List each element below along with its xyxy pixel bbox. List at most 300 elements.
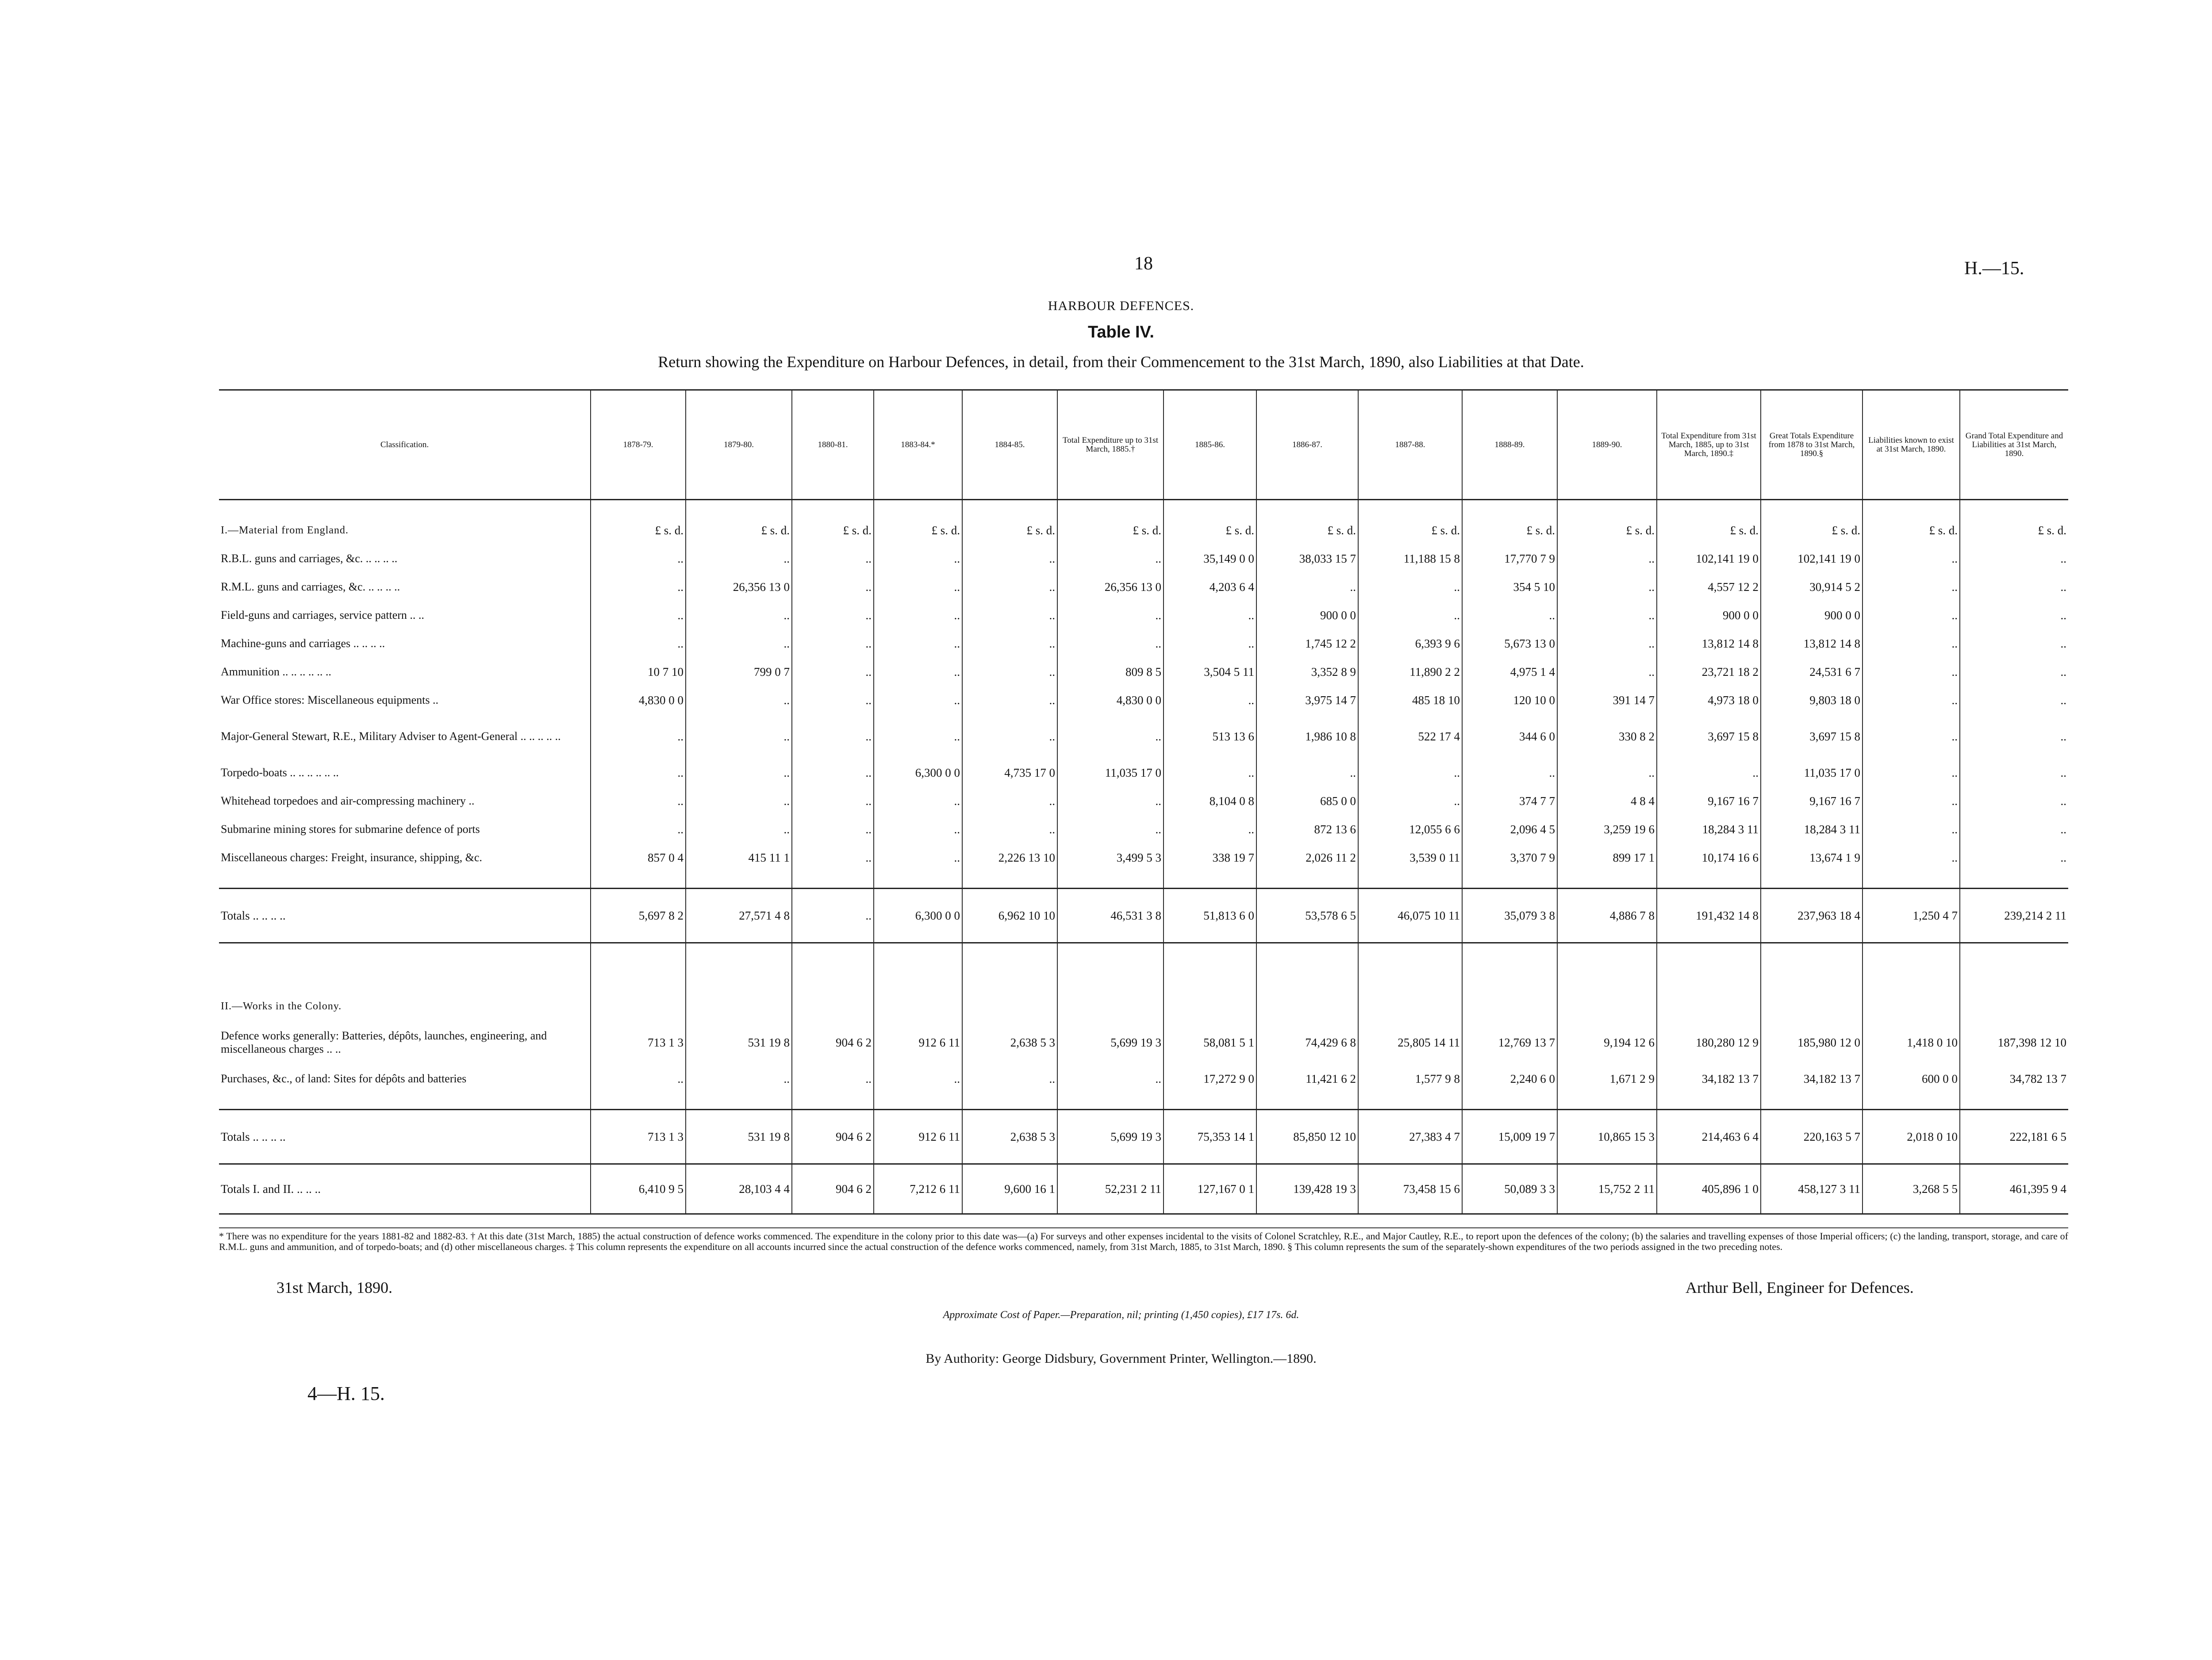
amount-cell: 24,531 6 7 — [1761, 658, 1863, 686]
table-row — [219, 759, 2068, 787]
spacer-cell — [1863, 943, 1960, 993]
table-row — [219, 714, 2068, 759]
amount-cell: 9,167 16 7 — [1657, 787, 1761, 815]
amount-cell: 239,214 2 11 — [1960, 889, 2068, 943]
amount-cell: 35,079 3 8 — [1462, 889, 1557, 943]
amount-cell: 8,104 0 8 — [1164, 787, 1256, 815]
amount-cell: 6,393 9 6 — [1358, 629, 1462, 658]
table-row — [219, 1020, 2068, 1065]
amount-cell: .. — [962, 787, 1057, 815]
spacer-cell — [874, 500, 962, 517]
table-row — [219, 843, 2068, 872]
column-header: 1878-79. — [591, 390, 686, 500]
spacer-cell — [1057, 943, 1164, 993]
table-row — [219, 573, 2068, 601]
amount-cell: .. — [792, 787, 874, 815]
amount-cell: 18,284 3 11 — [1761, 815, 1863, 843]
amount-cell: 10,174 16 6 — [1657, 843, 1761, 872]
document-code: H.—15. — [1964, 258, 2024, 279]
totals-row — [219, 889, 2068, 943]
amount-cell: .. — [1960, 573, 2068, 601]
column-header: 1886-87. — [1256, 390, 1358, 500]
amount-cell: 3,268 5 5 — [1863, 1164, 1960, 1214]
amount-cell: 5,699 19 3 — [1057, 1110, 1164, 1164]
amount-cell: 713 1 3 — [591, 1110, 686, 1164]
amount-cell: 13,812 14 8 — [1657, 629, 1761, 658]
amount-cell: .. — [1863, 787, 1960, 815]
amount-cell: 415 11 1 — [686, 843, 792, 872]
amount-cell: 6,300 0 0 — [874, 889, 962, 943]
amount-cell: 185,980 12 0 — [1761, 1020, 1863, 1065]
amount-cell: .. — [962, 544, 1057, 573]
unit-label: £ s. d. — [591, 516, 686, 544]
amount-cell: 1,986 10 8 — [1256, 714, 1358, 759]
amount-cell: .. — [1557, 601, 1657, 629]
amount-cell: 513 13 6 — [1164, 714, 1256, 759]
amount-cell: 9,194 12 6 — [1557, 1020, 1657, 1065]
table-row — [219, 544, 2068, 573]
amount-cell: 46,531 3 8 — [1057, 889, 1164, 943]
amount-cell: 10,865 15 3 — [1557, 1110, 1657, 1164]
amount-cell: 120 10 0 — [1462, 686, 1557, 714]
spacer-cell — [591, 872, 686, 889]
amount-cell: .. — [874, 658, 962, 686]
amount-cell: .. — [1057, 544, 1164, 573]
spacer-cell — [1960, 1093, 2068, 1110]
amount-cell: 53,578 6 5 — [1256, 889, 1358, 943]
amount-cell: .. — [874, 843, 962, 872]
amount-cell: 912 6 11 — [874, 1020, 962, 1065]
spacer-cell — [962, 872, 1057, 889]
spacer-cell — [874, 1093, 962, 1110]
spacer-cell — [1657, 992, 1761, 1020]
spacer-cell — [1164, 500, 1256, 517]
amount-cell: .. — [792, 573, 874, 601]
table-title: Table IV. — [1088, 323, 1154, 341]
spacer-cell — [792, 500, 874, 517]
spacer-cell — [1557, 943, 1657, 993]
spacer-cell — [591, 943, 686, 993]
amount-cell: .. — [686, 686, 792, 714]
grand-totals-row — [219, 1164, 2068, 1214]
spacer-cell — [219, 872, 591, 889]
amount-cell: 34,782 13 7 — [1960, 1065, 2068, 1093]
amount-cell: .. — [1358, 759, 1462, 787]
amount-cell: .. — [591, 629, 686, 658]
spacer-row — [219, 1093, 2068, 1110]
amount-cell: 900 0 0 — [1761, 601, 1863, 629]
amount-cell: 34,182 13 7 — [1657, 1065, 1761, 1093]
amount-cell: 809 8 5 — [1057, 658, 1164, 686]
spacer-cell — [1358, 1093, 1462, 1110]
spacer-cell — [1256, 992, 1358, 1020]
amount-cell: .. — [1557, 573, 1657, 601]
printer-authority: By Authority: George Didsbury, Government Printer, Wellington.—1890. — [926, 1351, 1317, 1366]
amount-cell: .. — [1863, 843, 1960, 872]
amount-cell: 899 17 1 — [1557, 843, 1657, 872]
amount-cell: .. — [792, 759, 874, 787]
report-date: 31st March, 1890. — [276, 1279, 392, 1296]
amount-cell: 3,539 0 11 — [1358, 843, 1462, 872]
spacer-cell — [686, 943, 792, 993]
unit-label: £ s. d. — [1761, 516, 1863, 544]
amount-cell: .. — [1164, 759, 1256, 787]
column-header: 1887-88. — [1358, 390, 1462, 500]
spacer-cell — [1462, 872, 1557, 889]
spacer-row — [219, 872, 2068, 889]
spacer-cell — [591, 500, 686, 517]
row-label: Submarine mining stores for submarine defence of ports — [221, 823, 480, 836]
spacer-cell — [219, 500, 591, 517]
amount-cell: 11,890 2 2 — [1358, 658, 1462, 686]
amount-cell: .. — [792, 889, 874, 943]
column-header: Liabilities known to exist at 31st March, 1890. — [1863, 390, 1960, 500]
spacer-cell — [1960, 500, 2068, 517]
spacer-row — [219, 500, 2068, 517]
unit-label: £ s. d. — [792, 516, 874, 544]
amount-cell: .. — [686, 544, 792, 573]
amount-cell: .. — [1557, 629, 1657, 658]
amount-cell: 3,697 15 8 — [1761, 714, 1863, 759]
amount-cell: 1,671 2 9 — [1557, 1065, 1657, 1093]
amount-cell: 5,699 19 3 — [1057, 1020, 1164, 1065]
spacer-cell — [1358, 500, 1462, 517]
amount-cell: .. — [962, 1065, 1057, 1093]
amount-cell: 685 0 0 — [1256, 787, 1358, 815]
amount-cell: 26,356 13 0 — [686, 573, 792, 601]
amount-cell: .. — [874, 815, 962, 843]
amount-cell: 522 17 4 — [1358, 714, 1462, 759]
amount-cell: 1,418 0 10 — [1863, 1020, 1960, 1065]
section-heading-row — [219, 516, 2068, 544]
amount-cell: .. — [792, 1065, 874, 1093]
amount-cell: .. — [962, 686, 1057, 714]
amount-cell: 187,398 12 10 — [1960, 1020, 2068, 1065]
amount-cell: 9,600 16 1 — [962, 1164, 1057, 1214]
amount-cell: 34,182 13 7 — [1761, 1065, 1863, 1093]
amount-cell: .. — [1863, 815, 1960, 843]
spacer-cell — [874, 943, 962, 993]
amount-cell: .. — [686, 1065, 792, 1093]
amount-cell: 904 6 2 — [792, 1110, 874, 1164]
column-header: Grand Total Expenditure and Liabilities at 31st March, 1890. — [1960, 390, 2068, 500]
amount-cell: 4,886 7 8 — [1557, 889, 1657, 943]
amount-cell: 2,026 11 2 — [1256, 843, 1358, 872]
amount-cell: .. — [1164, 601, 1256, 629]
amount-cell: 13,812 14 8 — [1761, 629, 1863, 658]
amount-cell: .. — [1863, 573, 1960, 601]
spacer-cell — [1761, 1093, 1863, 1110]
amount-cell: .. — [1358, 601, 1462, 629]
amount-cell: 458,127 3 11 — [1761, 1164, 1863, 1214]
amount-cell: 872 13 6 — [1256, 815, 1358, 843]
amount-cell: .. — [1057, 629, 1164, 658]
spacer-cell — [874, 992, 962, 1020]
amount-cell: .. — [874, 714, 962, 759]
unit-label: £ s. d. — [1557, 516, 1657, 544]
amount-cell: 2,240 6 0 — [1462, 1065, 1557, 1093]
amount-cell: 1,577 9 8 — [1358, 1065, 1462, 1093]
amount-cell: 139,428 19 3 — [1256, 1164, 1358, 1214]
amount-cell: .. — [792, 544, 874, 573]
amount-cell: 9,803 18 0 — [1761, 686, 1863, 714]
unit-label: £ s. d. — [1164, 516, 1256, 544]
amount-cell: .. — [1557, 544, 1657, 573]
unit-label: £ s. d. — [1960, 516, 2068, 544]
unit-label: £ s. d. — [686, 516, 792, 544]
amount-cell: .. — [1057, 601, 1164, 629]
row-label: War Office stores: Miscellaneous equipments .. — [221, 694, 439, 706]
amount-cell: .. — [591, 815, 686, 843]
cost-of-paper: Approximate Cost of Paper.—Preparation, nil; printing (1,450 copies), £17 17s. 6d. — [943, 1309, 1299, 1321]
amount-cell: 73,458 15 6 — [1358, 1164, 1462, 1214]
amount-cell: 713 1 3 — [591, 1020, 686, 1065]
amount-cell: .. — [962, 629, 1057, 658]
amount-cell: .. — [874, 629, 962, 658]
amount-cell: .. — [792, 629, 874, 658]
amount-cell: .. — [962, 601, 1057, 629]
amount-cell: .. — [792, 658, 874, 686]
amount-cell: .. — [792, 601, 874, 629]
amount-cell: 4,830 0 0 — [1057, 686, 1164, 714]
spacer-cell — [1164, 1093, 1256, 1110]
amount-cell: 4,735 17 0 — [962, 759, 1057, 787]
spacer-cell — [591, 992, 686, 1020]
amount-cell: 354 5 10 — [1462, 573, 1557, 601]
amount-cell: .. — [686, 759, 792, 787]
amount-cell: 3,499 5 3 — [1057, 843, 1164, 872]
amount-cell: 904 6 2 — [792, 1164, 874, 1214]
spacer-cell — [1057, 500, 1164, 517]
spacer-cell — [1256, 1093, 1358, 1110]
amount-cell: .. — [1960, 787, 2068, 815]
classification-header: Classification. — [219, 390, 591, 500]
amount-cell: 2,096 4 5 — [1462, 815, 1557, 843]
amount-cell: .. — [1863, 544, 1960, 573]
amount-cell: 127,167 0 1 — [1164, 1164, 1256, 1214]
spacer-cell — [1657, 872, 1761, 889]
spacer-cell — [1057, 872, 1164, 889]
amount-cell: 6,300 0 0 — [874, 759, 962, 787]
amount-cell: 6,410 9 5 — [591, 1164, 686, 1214]
amount-cell: 102,141 19 0 — [1761, 544, 1863, 573]
amount-cell: 5,673 13 0 — [1462, 629, 1557, 658]
amount-cell: .. — [1164, 629, 1256, 658]
spacer-cell — [1863, 500, 1960, 517]
amount-cell: 531 19 8 — [686, 1110, 792, 1164]
amount-cell: 799 0 7 — [686, 658, 792, 686]
amount-cell: .. — [874, 787, 962, 815]
amount-cell: .. — [591, 573, 686, 601]
amount-cell: 900 0 0 — [1657, 601, 1761, 629]
amount-cell: 531 19 8 — [686, 1020, 792, 1065]
spacer-cell — [1557, 1093, 1657, 1110]
amount-cell: .. — [1462, 759, 1557, 787]
amount-cell: 3,697 15 8 — [1657, 714, 1761, 759]
spacer-cell — [1761, 992, 1863, 1020]
amount-cell: 3,352 8 9 — [1256, 658, 1358, 686]
amount-cell: .. — [1657, 759, 1761, 787]
amount-cell: 338 19 7 — [1164, 843, 1256, 872]
amount-cell: 4 8 4 — [1557, 787, 1657, 815]
spacer-cell — [1164, 943, 1256, 993]
spacer-cell — [1960, 872, 2068, 889]
amount-cell: 23,721 18 2 — [1657, 658, 1761, 686]
amount-cell: 912 6 11 — [874, 1110, 962, 1164]
amount-cell: 3,504 5 11 — [1164, 658, 1256, 686]
amount-cell: .. — [792, 843, 874, 872]
column-header-row — [219, 390, 2068, 500]
row-label: Purchases, &c., of land: Sites for dépôts and batteries — [221, 1072, 467, 1085]
spacer-cell — [686, 992, 792, 1020]
amount-cell: .. — [874, 1065, 962, 1093]
amount-cell: .. — [1256, 759, 1358, 787]
amount-cell: 4,557 12 2 — [1657, 573, 1761, 601]
amount-cell: .. — [686, 714, 792, 759]
amount-cell: 600 0 0 — [1863, 1065, 1960, 1093]
column-header: 1884-85. — [962, 390, 1057, 500]
unit-label: £ s. d. — [1462, 516, 1557, 544]
amount-cell: .. — [686, 601, 792, 629]
amount-cell: .. — [874, 573, 962, 601]
amount-cell: 374 7 7 — [1462, 787, 1557, 815]
totals-row — [219, 1110, 2068, 1164]
amount-cell: 1,745 12 2 — [1256, 629, 1358, 658]
spacer-cell — [962, 943, 1057, 993]
spacer-cell — [1657, 500, 1761, 517]
amount-cell: .. — [1960, 714, 2068, 759]
spacer-cell — [1557, 872, 1657, 889]
amount-cell: 191,432 14 8 — [1657, 889, 1761, 943]
sheet-reference: 4—H. 15. — [307, 1383, 385, 1404]
amount-cell: .. — [874, 544, 962, 573]
row-label: Totals .. .. .. .. — [219, 1110, 591, 1164]
spacer-cell — [591, 1093, 686, 1110]
unit-label: £ s. d. — [962, 516, 1057, 544]
unit-label: £ s. d. — [1256, 516, 1358, 544]
spacer-cell — [1761, 943, 1863, 993]
row-label: R.M.L. guns and carriages, &c. .. .. .. .. — [221, 580, 400, 593]
amount-cell: 2,638 5 3 — [962, 1110, 1057, 1164]
spacer-cell — [1462, 1093, 1557, 1110]
amount-cell: .. — [1164, 815, 1256, 843]
spacer-cell — [1462, 943, 1557, 993]
page-number: 18 — [1134, 253, 1153, 274]
amount-cell: 27,383 4 7 — [1358, 1110, 1462, 1164]
column-header: 1880-81. — [792, 390, 874, 500]
table-row — [219, 686, 2068, 714]
amount-cell: .. — [1960, 544, 2068, 573]
amount-cell: 30,914 5 2 — [1761, 573, 1863, 601]
unit-label: £ s. d. — [1863, 516, 1960, 544]
amount-cell: 3,259 19 6 — [1557, 815, 1657, 843]
section-title: HARBOUR DEFENCES. — [1048, 299, 1194, 313]
amount-cell: .. — [1557, 759, 1657, 787]
amount-cell: 2,226 13 10 — [962, 843, 1057, 872]
section-heading: I.—Material from England. — [221, 524, 349, 536]
unit-label: £ s. d. — [1358, 516, 1462, 544]
amount-cell: 1,250 4 7 — [1863, 889, 1960, 943]
spacer-cell — [1863, 1093, 1960, 1110]
spacer-cell — [1164, 872, 1256, 889]
amount-cell: 180,280 12 9 — [1657, 1020, 1761, 1065]
amount-cell: 344 6 0 — [1462, 714, 1557, 759]
amount-cell: 222,181 6 5 — [1960, 1110, 2068, 1164]
spacer-row — [219, 943, 2068, 993]
spacer-cell — [874, 872, 962, 889]
row-label: Miscellaneous charges: Freight, insurance, shipping, &c. — [221, 851, 482, 864]
spacer-cell — [1057, 1093, 1164, 1110]
spacer-cell — [1960, 992, 2068, 1020]
amount-cell: 3,975 14 7 — [1256, 686, 1358, 714]
spacer-cell — [219, 943, 591, 993]
amount-cell: .. — [1164, 686, 1256, 714]
amount-cell: .. — [962, 573, 1057, 601]
spacer-cell — [1256, 500, 1358, 517]
amount-cell: .. — [591, 787, 686, 815]
amount-cell: .. — [1057, 815, 1164, 843]
spacer-cell — [962, 992, 1057, 1020]
amount-cell: .. — [686, 815, 792, 843]
amount-cell: 7,212 6 11 — [874, 1164, 962, 1214]
amount-cell: .. — [792, 714, 874, 759]
column-header: Total Expenditure from 31st March, 1885, up to 31st March, 1890.‡ — [1657, 390, 1761, 500]
amount-cell: 4,830 0 0 — [591, 686, 686, 714]
amount-cell: .. — [1462, 601, 1557, 629]
amount-cell: .. — [1863, 686, 1960, 714]
amount-cell: 26,356 13 0 — [1057, 573, 1164, 601]
column-header: 1883-84.* — [874, 390, 962, 500]
row-label: Totals .. .. .. .. — [219, 889, 591, 943]
amount-cell: .. — [962, 658, 1057, 686]
amount-cell: .. — [1863, 714, 1960, 759]
row-label: Whitehead torpedoes and air-compressing machinery .. — [221, 794, 475, 807]
amount-cell: .. — [1863, 601, 1960, 629]
amount-cell: 11,421 6 2 — [1256, 1065, 1358, 1093]
amount-cell: 75,353 14 1 — [1164, 1110, 1256, 1164]
spacer-cell — [962, 1093, 1057, 1110]
column-header: 1889-90. — [1557, 390, 1657, 500]
spacer-cell — [792, 872, 874, 889]
spacer-cell — [1462, 500, 1557, 517]
amount-cell: .. — [792, 686, 874, 714]
row-label: Defence works generally: Batteries, dépôts, launches, engineering, and miscellaneous charges .. .. — [221, 1029, 547, 1055]
amount-cell: 10 7 10 — [591, 658, 686, 686]
amount-cell: 857 0 4 — [591, 843, 686, 872]
table-row — [219, 629, 2068, 658]
amount-cell: .. — [1960, 686, 2068, 714]
amount-cell: 461,395 9 4 — [1960, 1164, 2068, 1214]
amount-cell: .. — [1960, 815, 2068, 843]
column-header: 1885-86. — [1164, 390, 1256, 500]
column-header: 1888-89. — [1462, 390, 1557, 500]
amount-cell: .. — [1557, 658, 1657, 686]
amount-cell: .. — [1057, 1065, 1164, 1093]
amount-cell: 5,697 8 2 — [591, 889, 686, 943]
table-row — [219, 601, 2068, 629]
amount-cell: 904 6 2 — [792, 1020, 874, 1065]
amount-cell: 12,055 6 6 — [1358, 815, 1462, 843]
amount-cell: 4,203 6 4 — [1164, 573, 1256, 601]
amount-cell: .. — [1358, 787, 1462, 815]
amount-cell: 220,163 5 7 — [1761, 1110, 1863, 1164]
amount-cell: .. — [591, 714, 686, 759]
column-header: 1879-80. — [686, 390, 792, 500]
spacer-cell — [1358, 943, 1462, 993]
amount-cell: 25,805 14 11 — [1358, 1020, 1462, 1065]
amount-cell: 405,896 1 0 — [1657, 1164, 1761, 1214]
amount-cell: .. — [1960, 629, 2068, 658]
